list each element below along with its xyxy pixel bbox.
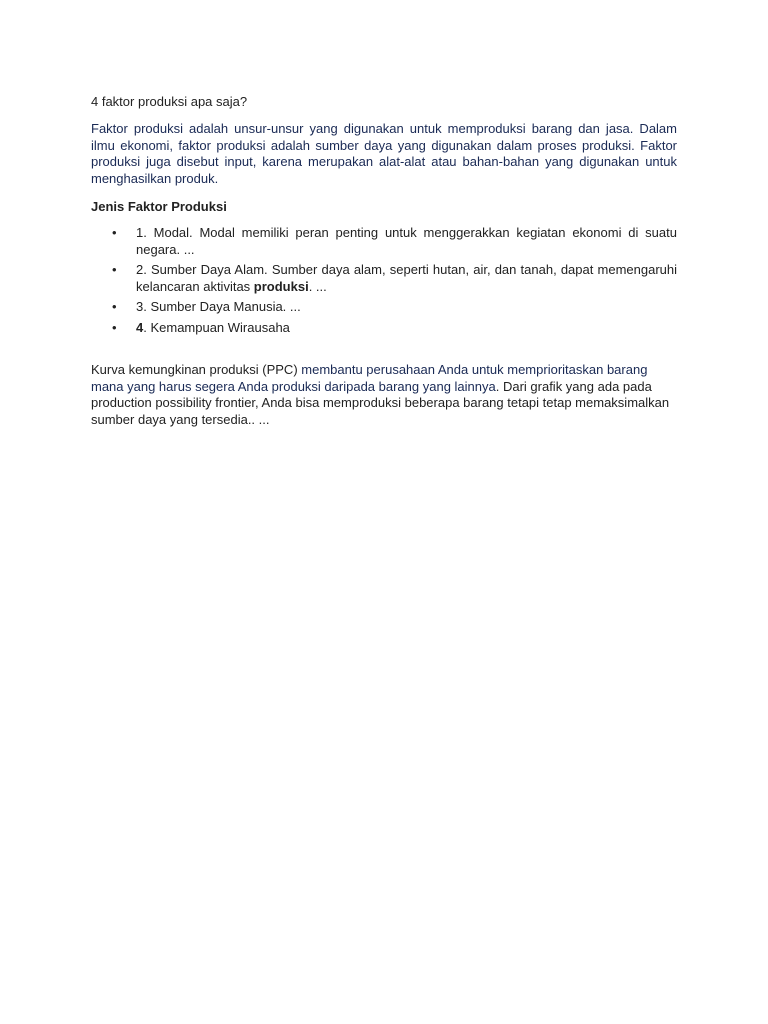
list-item-text-end: . ... bbox=[308, 278, 327, 294]
closing-paragraph bbox=[91, 362, 677, 428]
question-line: 4 faktor produksi apa saja? bbox=[91, 94, 248, 109]
bullet-icon: • bbox=[112, 262, 117, 277]
bullet-icon: • bbox=[112, 319, 117, 335]
list-item bbox=[91, 262, 677, 295]
list-item-text: 2. Sumber Daya Alam. Sumber daya alam, seperti hutan, air, dan tanah, dapat memengaruhi kelancaran aktivitas bbox=[136, 262, 677, 294]
closing-text-start: Kurva kemungkinan produksi (PPC) bbox=[91, 362, 302, 377]
list-item bbox=[91, 320, 677, 337]
list-item-bold: produksi bbox=[253, 278, 309, 294]
bullet-icon: • bbox=[112, 299, 117, 314]
list-item-text-end: . Kemampuan Wirausaha bbox=[143, 319, 290, 335]
closing-text-highlight: membantu perusahaan Anda untuk memprioritaskan barang mana yang harus segera Anda produksi daripada barang yang lainnya bbox=[91, 362, 648, 394]
factor-list bbox=[91, 225, 677, 336]
section-heading: Jenis Faktor Produksi bbox=[91, 199, 227, 214]
list-item-text: 3. Sumber Daya Manusia. ... bbox=[136, 299, 301, 314]
list-item bbox=[91, 225, 677, 258]
list-item bbox=[91, 299, 677, 316]
list-item-text: 1. Modal. Modal memiliki peran penting untuk menggerakkan kegiatan ekonomi di suatu negara. ... bbox=[136, 225, 677, 257]
list-item-bold: 4 bbox=[136, 319, 144, 335]
closing-text-end: . Dari grafik yang ada pada production possibility frontier, Anda bisa memproduksi beberapa barang tetapi tetap memaksimalkan sumber daya yang tersedia.. ... bbox=[91, 378, 670, 427]
bullet-icon: • bbox=[112, 225, 117, 240]
intro-paragraph: Faktor produksi adalah unsur-unsur yang digunakan untuk memproduksi barang dan jasa. Dalam ilmu ekonomi, faktor produksi adalah sumber daya yang digunakan dalam proses produksi. Faktor produksi juga disebut input, karena merupakan alat-alat atau bahan-bahan yang digunakan untuk menghasilkan produk. bbox=[91, 121, 677, 186]
